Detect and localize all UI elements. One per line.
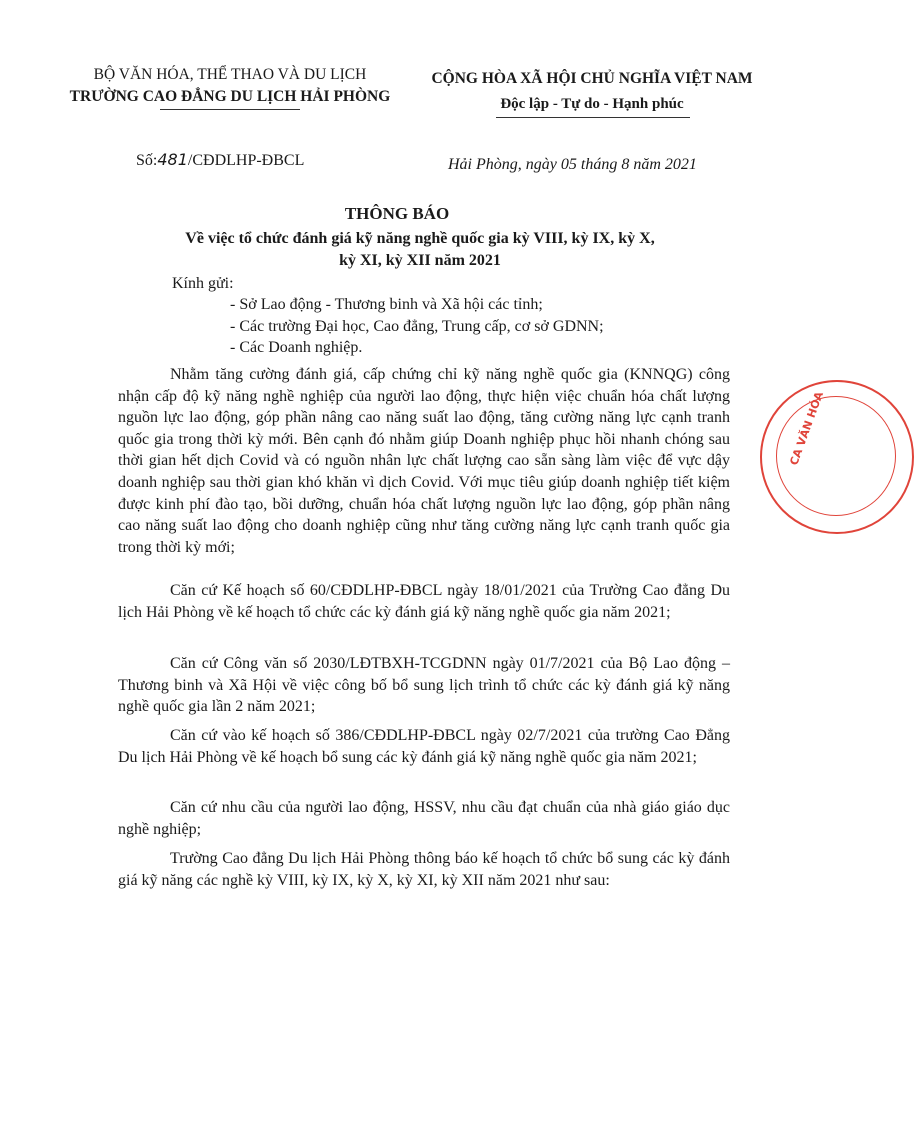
body-paragraph: Căn cứ vào kế hoạch số 386/CĐDLHP-ĐBCL ngày 02/7/2021 của trường Cao Đẳng Du lịch Hải Phòng về kế hoạch bổ sung các kỳ đánh giá kỹ năng nghề quốc gia năm 2021; (118, 727, 730, 766)
body-paragraph: Căn cứ Kế hoạch số 60/CĐDLHP-ĐBCL ngày 18/01/2021 của Trường Cao đẳng Du lịch Hải Phòng về kế hoạch tổ chức các kỳ đánh giá kỹ năng nghề quốc gia năm 2021; (118, 582, 730, 621)
stamp-text: CA VĂN HÓA (787, 389, 826, 468)
handwritten-number: 481 (157, 150, 188, 169)
ministry-name: BỘ VĂN HÓA, THỂ THAO VÀ DU LỊCH (93, 66, 367, 83)
body-paragraph: Căn cứ Công văn số 2030/LĐTBXH-TCGDNN ngày 01/7/2021 của Bộ Lao động – Thương binh và Xã Hội về việc công bố bổ sung lịch trình tổ chức các kỳ đánh giá kỹ năng nghề quốc gia lần 2 năm 2021; (118, 655, 730, 716)
recipient-item: - Sở Lao động - Thương binh và Xã hội các tỉnh; (230, 296, 543, 313)
number-prefix: Số: (136, 152, 158, 169)
number-code: /CĐDLHP-ĐBCL (187, 152, 305, 169)
greeting: Kính gửi: (172, 275, 234, 292)
recipient-item: - Các trường Đại học, Cao đẳng, Trung cấp, cơ sở GDNN; (230, 318, 604, 335)
motto-underline (496, 117, 690, 118)
place-date: Hải Phòng, ngày 05 tháng 8 năm 2021 (448, 156, 697, 173)
recipient-item: - Các Doanh nghiệp. (230, 339, 363, 356)
notice-subtitle-line1: Về việc tổ chức đánh giá kỹ năng nghề quốc gia kỳ VIII, kỳ IX, kỳ X, (185, 230, 655, 247)
school-name: TRƯỜNG CAO ĐẲNG DU LỊCH HẢI PHÒNG (69, 88, 391, 105)
school-underline (160, 109, 300, 110)
body-paragraph: Nhằm tăng cường đánh giá, cấp chứng chỉ kỹ năng nghề quốc gia (KNNQG) công nhận cấp độ kỹ năng nghề nghiệp của người lao động, thực hiện việc chuẩn hóa chất lượng nguồn lực lao động, góp phần nâng cao năng suất lao động, tăng cường năng lực cạnh tranh quốc gia trong thời kỳ mới. Bên cạnh đó nhằm giúp Doanh nghiệp phục hồi nhanh chóng sau thời gian hết dịch Covid và có nguồn nhân lực chất lượng cao sẵn sàng làm việc để vực dậy doanh nghiệp sau thời gian khó khăn vì dịch Covid. Với mục tiêu giúp doanh nghiệp tiết kiệm được kinh phí đào tạo, bồi dưỡng, chuẩn hóa chất lượng nguồn lực lao động, góp phần nâng cao năng suất lao động cho doanh nghiệp cũng như tăng cường năng lực cạnh tranh quốc gia trong thời kỳ mới; (118, 366, 730, 556)
body-paragraph: Căn cứ nhu cầu của người lao động, HSSV, nhu cầu đạt chuẩn của nhà giáo giáo dục nghề nghiệp; (118, 799, 730, 838)
notice-title: THÔNG BÁO (344, 204, 450, 223)
body-paragraph: Trường Cao đẳng Du lịch Hải Phòng thông báo kế hoạch tổ chức bổ sung các kỳ đánh giá kỹ năng các nghề kỳ VIII, kỳ IX, kỳ X, kỳ XI, kỳ XII năm 2021 như sau: (118, 850, 730, 889)
document-number (136, 150, 304, 170)
motto: Độc lập - Tự do - Hạnh phúc (500, 96, 684, 112)
republic-title: CỘNG HÒA XÃ HỘI CHỦ NGHĨA VIỆT NAM (431, 70, 753, 87)
notice-subtitle-line2: kỳ XI, kỳ XII năm 2021 (339, 252, 501, 269)
official-stamp (760, 380, 914, 534)
